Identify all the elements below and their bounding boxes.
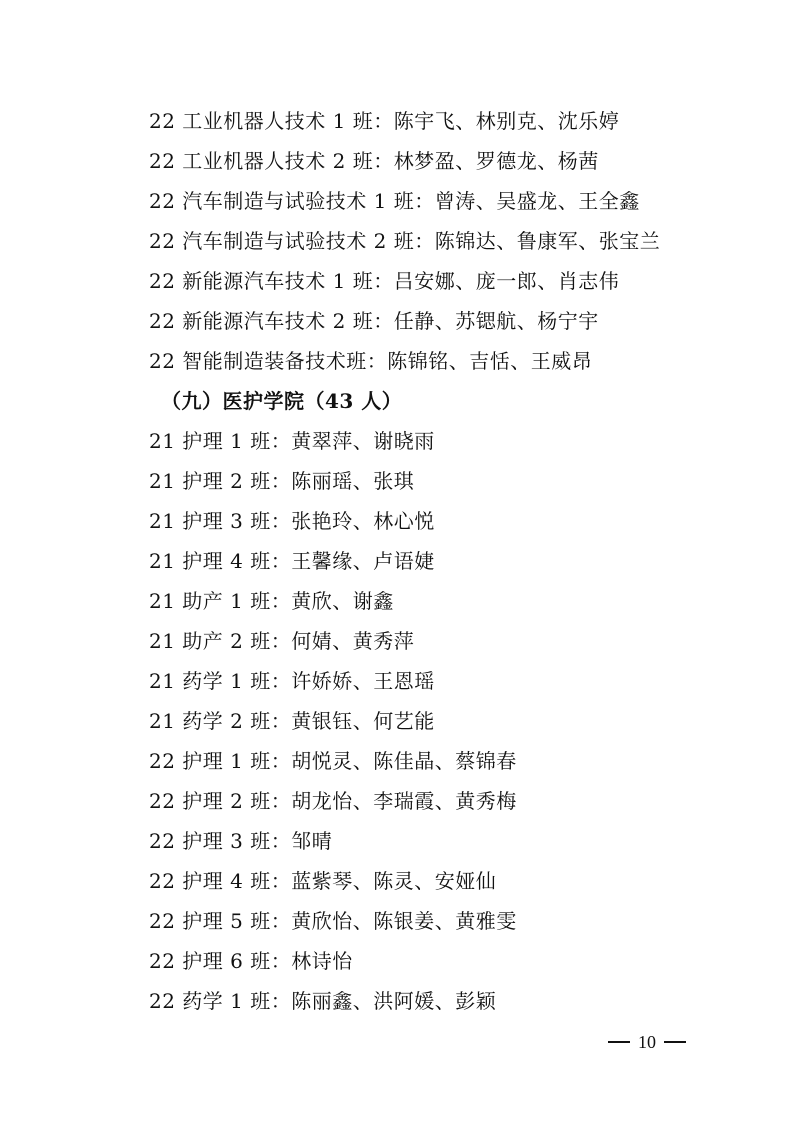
class-list-line: 21 护理 2 班：陈丽瑶、张琪 [149,469,415,493]
class-list-line: 22 智能制造装备技术班：陈锦铭、吉恬、王威昂 [149,349,593,373]
right-dash [664,1041,686,1043]
left-dash [608,1041,630,1043]
class-list-line: 21 助产 1 班：黄欣、谢鑫 [149,589,394,613]
class-list-line: 21 助产 2 班：何婧、黄秀萍 [149,629,415,653]
class-list-line: 22 护理 3 班：邹晴 [149,829,333,853]
class-list-line: 22 汽车制造与试验技术 1 班：曾涛、吴盛龙、王全鑫 [149,189,640,213]
class-list-line: 21 药学 1 班：许娇娇、王恩瑶 [149,669,435,693]
class-list-line: 22 药学 1 班：陈丽鑫、洪阿媛、彭颖 [149,989,497,1013]
document-body [149,101,709,1021]
class-list-line: 21 护理 3 班：张艳玲、林心悦 [149,509,435,533]
class-list-line: 21 护理 4 班：王馨缘、卢语婕 [149,549,435,573]
page-number: 10 [638,1031,656,1052]
class-list-line: 22 工业机器人技术 2 班：林梦盈、罗德龙、杨茜 [149,149,599,173]
class-list-line: 21 药学 2 班：黄银钰、何艺能 [149,709,435,733]
section-heading: （九）医护学院（43 人） [161,389,403,413]
class-list-line: 22 护理 1 班：胡悦灵、陈佳晶、蔡锦春 [149,749,517,773]
class-list-line: 21 护理 1 班：黄翠萍、谢晓雨 [149,429,435,453]
class-list-line: 22 护理 5 班：黄欣怡、陈银姜、黄雅雯 [149,909,517,933]
class-list-line: 22 工业机器人技术 1 班：陈宇飞、林别克、沈乐婷 [149,109,620,133]
class-list-line: 22 汽车制造与试验技术 2 班：陈锦达、鲁康军、张宝兰 [149,229,661,253]
page-footer [608,1030,686,1054]
class-list-line: 22 护理 6 班：林诗怡 [149,949,353,973]
class-list-line: 22 新能源汽车技术 1 班：吕安娜、庞一郎、肖志伟 [149,269,620,293]
class-list-line: 22 新能源汽车技术 2 班：任静、苏锶航、杨宁宇 [149,309,599,333]
class-list-line: 22 护理 4 班：蓝紫琴、陈灵、安娅仙 [149,869,497,893]
class-list-line: 22 护理 2 班：胡龙怡、李瑞霞、黄秀梅 [149,789,517,813]
